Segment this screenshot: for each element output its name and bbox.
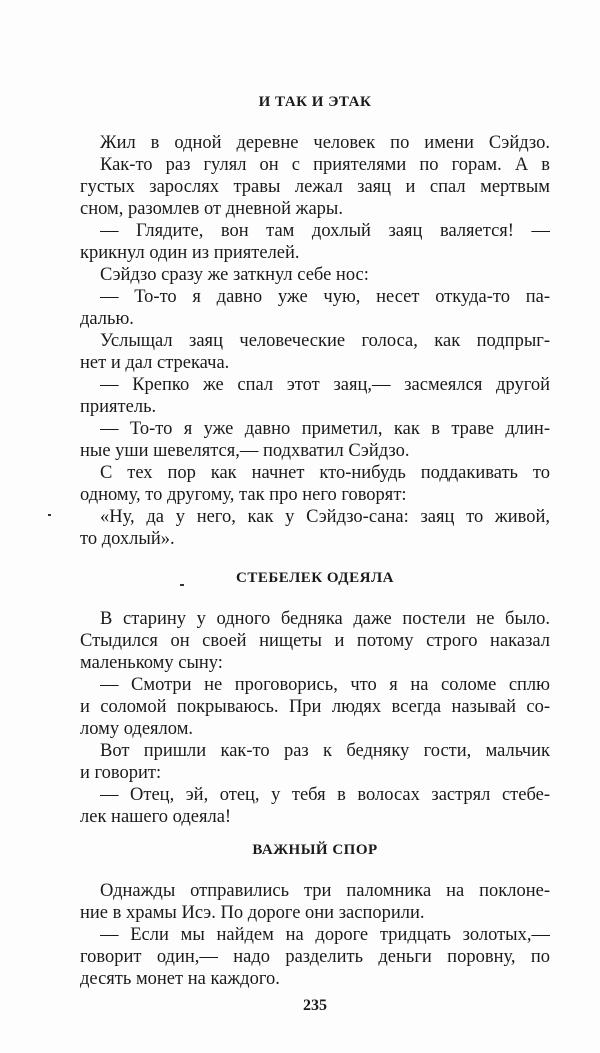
story-1-line-6: крикнул один из приятелей. xyxy=(80,243,300,263)
story-3-line-3: — Если мы найдем на дороге тридцать золотых,— xyxy=(100,925,550,945)
story-2-line-3: маленькому сыну: xyxy=(80,653,223,673)
story-1-line-17: одному, то другому, так про него говорят: xyxy=(80,485,407,505)
story-1-line-5: — Глядите, вон там дохлый заяц валяется! — xyxy=(100,221,550,241)
story-1-line-14: — То-то я уже давно приметил, как в траве длин- xyxy=(100,419,550,439)
story-2-line-1: В старину у одного бедняка даже постели не было. xyxy=(100,609,550,629)
story-1-line-15: ные уши шевелятся,— подхватил Сэйдзо. xyxy=(80,441,410,461)
story-2-line-7: Вот пришли как-то раз к бедняку гости, мальчик xyxy=(100,741,550,761)
story-1-line-8: — То-то я давно уже чую, несет откуда-то па- xyxy=(100,287,550,307)
story-1-line-9: далью. xyxy=(80,309,134,329)
story-1-line-16: С тех пор как начнет кто-нибудь поддакивать то xyxy=(100,463,550,483)
story-1-line-2: Как-то раз гулял он с приятелями по горам. А в xyxy=(100,155,550,175)
story-1-line-7: Сэйдзо сразу же заткнул себе нос: xyxy=(100,265,369,285)
story-1-line-4: сном, разомлев от дневной жары. xyxy=(80,199,343,219)
story-3-line-4: говорит один,— надо разделить деньги поровну, по xyxy=(80,947,550,967)
story-1-line-3: густых зарослях травы лежал заяц и спал мертвым xyxy=(80,177,550,197)
story-1-line-19: то дохлый». xyxy=(80,529,175,549)
page-number: 235 xyxy=(303,997,327,1014)
story-1-line-11: нет и дал стрекача. xyxy=(80,353,230,373)
story-1-line-1: Жил в одной деревне человек по имени Сэйдзо. xyxy=(100,133,550,153)
story-3-line-2: ние в храмы Исэ. По дороге они заспорили. xyxy=(80,903,425,923)
story-2-line-5: и соломой покрываюсь. При людях всегда называй со- xyxy=(80,697,550,717)
story-2-line-2: Стыдился он своей нищеты и потому строго наказал xyxy=(80,631,550,651)
story-1-line-13: приятель. xyxy=(80,397,157,417)
story-1-line-12: — Крепко же спал этот заяц,— засмеялся другой xyxy=(100,375,550,395)
story-1-line-10: Услыщал заяц человеческие голоса, как подпрыг- xyxy=(100,331,550,351)
story-2-line-8: и говорит: xyxy=(80,763,162,783)
story-2-line-6: лому одеялом. xyxy=(80,719,194,739)
story-2-line-10: лек нашего одеяла! xyxy=(80,807,232,827)
story-2-title: СТЕБЕЛЕК ОДЕЯЛА xyxy=(236,570,394,586)
scan-speck xyxy=(48,514,51,516)
story-3-title: ВАЖНЫЙ СПОР xyxy=(252,842,378,858)
story-1-title: И ТАК И ЭТАК xyxy=(258,94,372,110)
story-2-line-9: — Отец, эй, отец, у тебя в волосах застрял стебе- xyxy=(100,785,550,805)
story-2-line-4: — Смотри не проговорись, что я на соломе сплю xyxy=(100,675,550,695)
story-3-line-1: Однажды отправились три паломника на поклоне- xyxy=(100,881,550,901)
story-1-line-18: «Ну, да у него, как у Сэйдзо-сана: заяц то живой, xyxy=(100,507,550,527)
story-3-line-5: десять монет на каждого. xyxy=(80,969,280,989)
